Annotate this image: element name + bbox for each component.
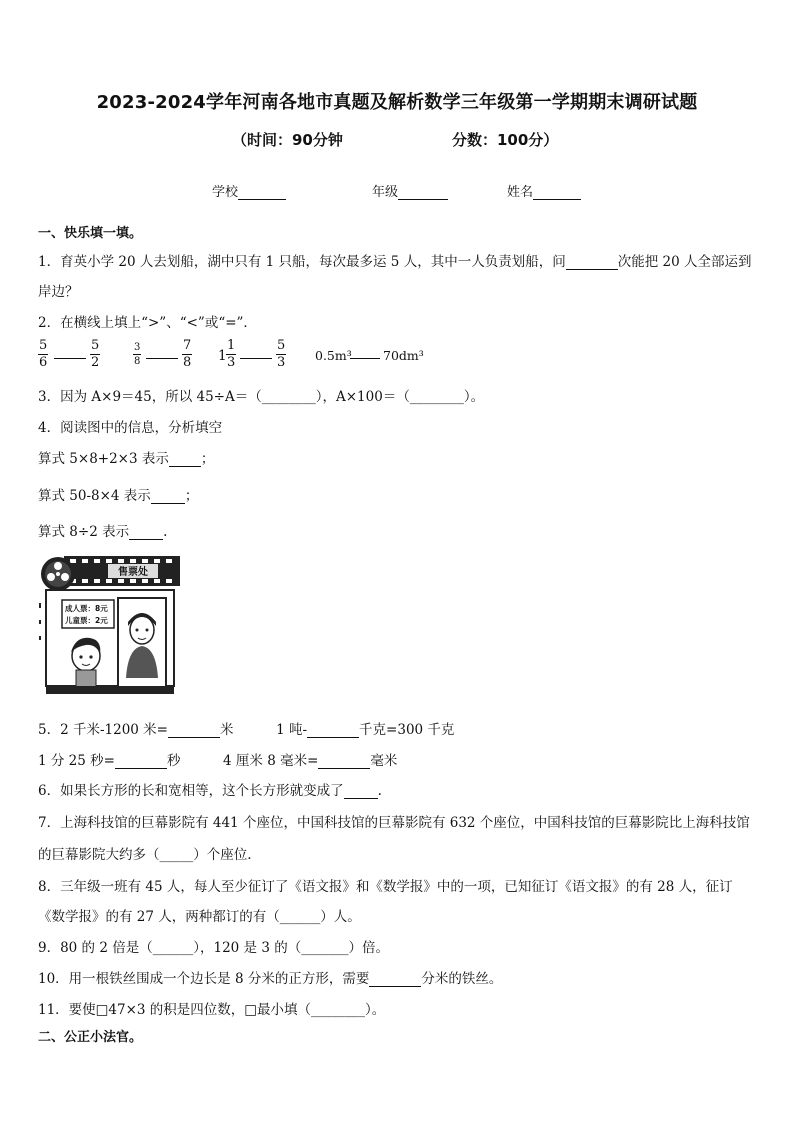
volume-value-2: 70dm³ [383, 348, 424, 363]
question-11: 11．要使□47×3 的积是四位数，□最小填（________）。 [38, 1002, 386, 1018]
question-5-row-2 [38, 749, 397, 769]
question-10-unit: 分米的铁丝。 [421, 971, 503, 987]
question-3: 3．因为 A×9＝45，所以 45÷A＝（________），A×100＝（________）。 [38, 389, 485, 405]
fraction-1-3: $\frac{1}{3}$ [227, 338, 236, 370]
fraction-3-8: $\frac{3}{8}$ [134, 342, 141, 367]
question-5a-unit: 米 [220, 722, 234, 738]
question-5c-unit: 秒 [166, 753, 181, 769]
question-2-comparisons [38, 338, 458, 378]
question-5a-blank[interactable] [168, 723, 220, 738]
school-input[interactable] [238, 185, 286, 200]
question-4a-blank[interactable] [169, 452, 201, 467]
question-1-blank[interactable] [566, 255, 618, 270]
question-5b-unit: 千克=300 千克 [359, 722, 455, 738]
question-5b-blank[interactable] [307, 723, 359, 738]
question-4c-end: . [163, 524, 168, 540]
question-9: 9．80 的 2 倍是（______），120 是 3 的（_______）倍。 [38, 940, 389, 956]
question-8-cont: 《数学报》的有 27 人，两种都订的有（______）人。 [38, 909, 361, 925]
ticket-booth-illustration [38, 548, 184, 698]
compare-blank-3[interactable] [240, 358, 272, 359]
question-6-text: 6．如果长方形的长和宽相等，这个长方形就变成了 [38, 783, 344, 799]
question-6 [38, 779, 382, 799]
question-1-text: 1．育英小学 20 人去划船，湖中只有 1 只船，每次最多运 5 人，其中一人负责划船，问 [38, 254, 566, 270]
question-4: 4．阅读图中的信息，分析填空 [38, 420, 223, 436]
grade-field [372, 181, 448, 200]
question-7: 7．上海科技馆的巨幕影院有 441 个座位，中国科技馆的巨幕影院有 632 个座位，中国科技馆的巨幕影院比上海科技馆 [38, 815, 750, 831]
section-one-heading: 一、快乐填一填。 [38, 226, 143, 241]
name-input[interactable] [533, 185, 581, 200]
question-10 [38, 967, 502, 987]
question-10-text: 10．用一根铁丝围成一个边长是 8 分米的正方形，需要 [38, 971, 370, 987]
question-5c-text: 1 分 25 秒= [38, 753, 115, 769]
question-2: 2．在横线上填上“>”、“<”或“=”． [38, 315, 257, 331]
question-1-cont: 岸边？ [38, 284, 79, 300]
question-1-text-2: 次能把 20 人全部运到 [617, 254, 752, 270]
school-field [212, 181, 286, 200]
question-10-blank[interactable] [369, 972, 421, 987]
name-label: 姓名 [507, 185, 534, 200]
exam-title: 2023-2024学年河南各地市真题及解析数学三年级第一学期期末调研试题 [96, 92, 698, 113]
question-4a [38, 447, 214, 467]
fraction-7-8: $\frac{7}{8}$ [183, 338, 192, 370]
question-5a-text: 5．2 千米-1200 米= [38, 722, 168, 738]
question-7-cont: 的巨幕影院大约多（_____）个座位. [38, 847, 252, 863]
compare-blank-2[interactable] [146, 358, 178, 359]
question-4c-blank[interactable] [129, 525, 163, 540]
volume-value-1: 0.5m³ [315, 348, 352, 363]
grade-input[interactable] [398, 185, 448, 200]
grade-label: 年级 [372, 185, 399, 200]
question-4b [38, 484, 198, 504]
question-4a-end: ； [200, 451, 215, 467]
section-two-heading: 二、公正小法官。 [38, 1030, 143, 1045]
question-4b-blank[interactable] [151, 489, 185, 504]
score-label: 分数：100分） [452, 131, 559, 149]
question-6-end: . [377, 783, 382, 799]
adult-price: 成人票：8元 [65, 604, 108, 613]
child-price: 儿童票：2元 [65, 616, 108, 625]
mixed-whole-1: 1 [218, 348, 227, 364]
time-label: （时间：90分钟 [232, 131, 343, 149]
name-field [507, 181, 581, 200]
compare-blank-1[interactable] [54, 358, 86, 359]
fraction-5-2: $\frac{5}{2}$ [91, 338, 100, 370]
question-5c-blank[interactable] [115, 754, 167, 769]
question-6-blank[interactable] [344, 784, 378, 799]
question-8: 8．三年级一班有 45 人，每人至少征订了《语文报》和《数学报》中的一项，已知征订《语文报》的有 28 人，征订 [38, 879, 733, 895]
question-5d-blank[interactable] [318, 754, 370, 769]
school-label: 学校 [212, 185, 239, 200]
compare-blank-4[interactable] [350, 358, 380, 359]
question-4c [38, 520, 167, 540]
fraction-5-6: $\frac{5}{6}$ [39, 338, 48, 370]
fraction-5-3: $\frac{5}{3}$ [277, 338, 286, 370]
question-4c-text: 算式 8÷2 表示 [38, 524, 130, 540]
question-5-row-1 [38, 718, 454, 738]
question-5d-unit: 毫米 [370, 753, 398, 769]
question-5d-text: 4 厘米 8 毫米= [223, 753, 319, 769]
question-1 [38, 250, 751, 270]
question-5b-text: 1 吨- [276, 722, 308, 738]
booth-sign: 售票处 [118, 567, 148, 578]
question-4b-text: 算式 50-8×4 表示 [38, 488, 151, 504]
question-4b-end: ； [184, 488, 199, 504]
question-4a-text: 算式 5×8+2×3 表示 [38, 451, 169, 467]
